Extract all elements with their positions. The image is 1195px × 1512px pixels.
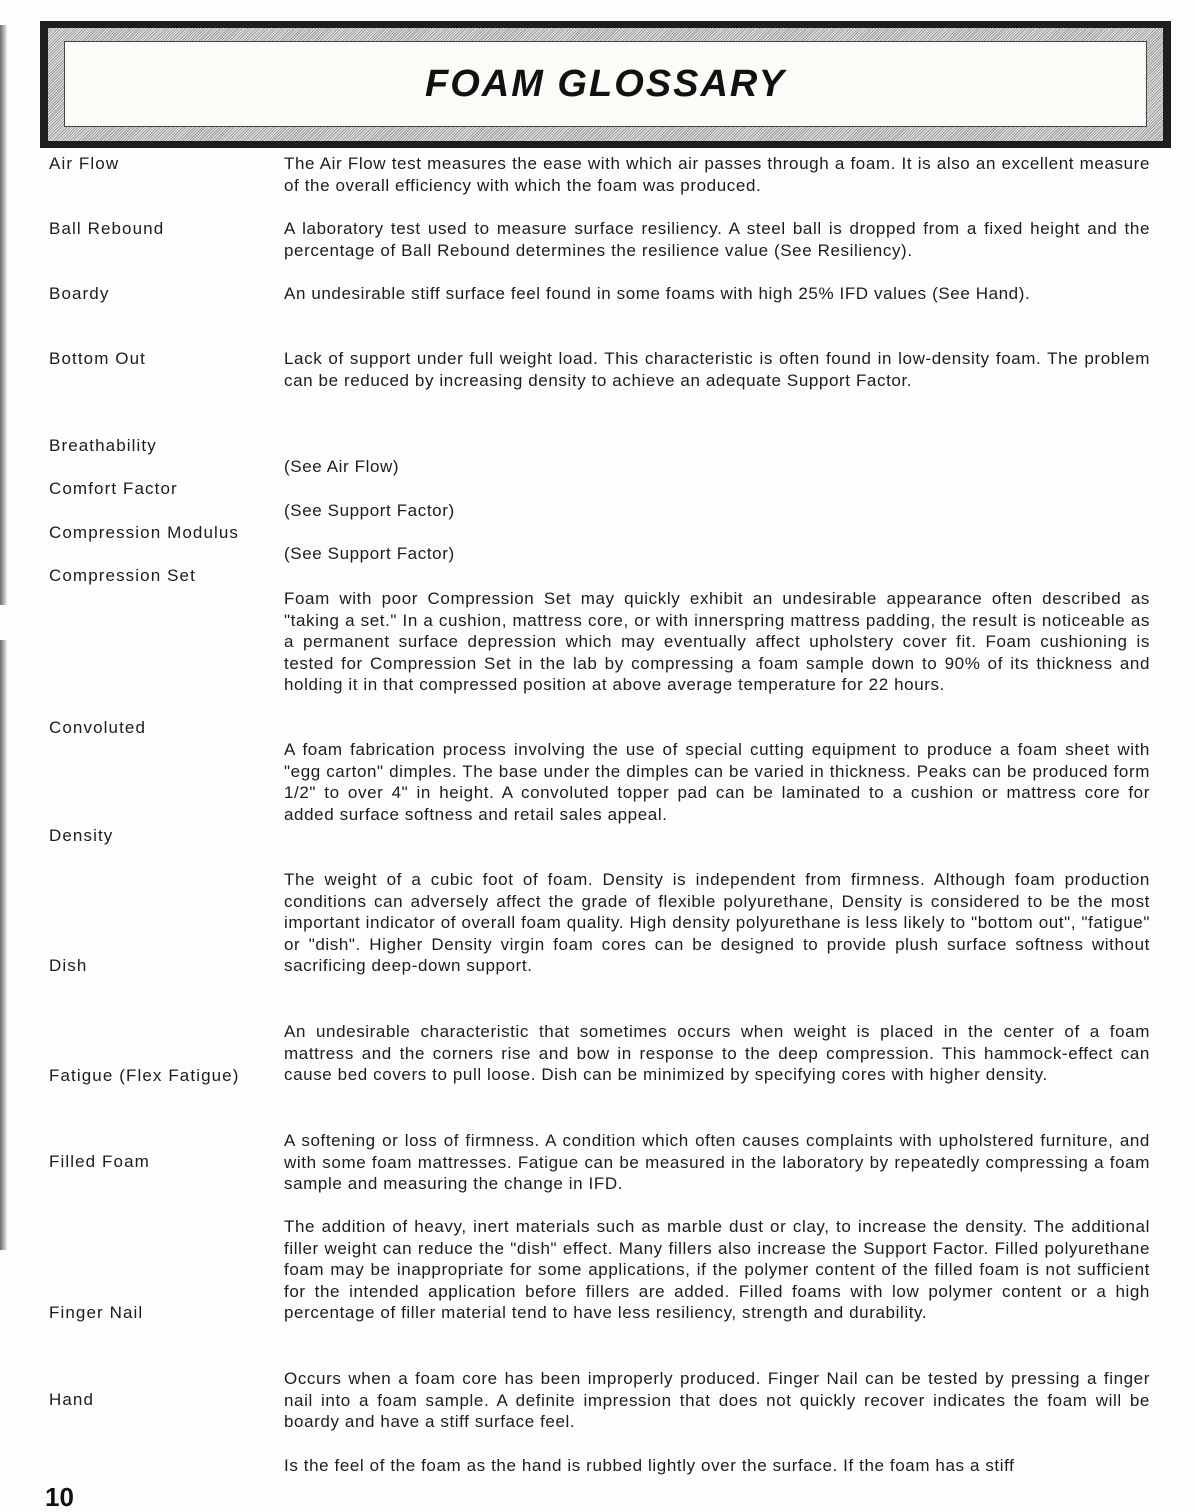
glossary-term: Hand: [49, 1390, 95, 1409]
glossary-term: Comfort Factor: [49, 479, 178, 498]
glossary-term: Finger Nail: [49, 1303, 144, 1322]
glossary-definition: The Air Flow test measures the ease with which air passes through a foam. It is also an excellent measure of the overall efficiency with which the foam was produced.: [284, 154, 1150, 195]
glossary-term: Compression Modulus: [49, 523, 240, 542]
glossary-term: Fatigue (Flex Fatigue): [49, 1066, 240, 1085]
glossary-definition: Foam with poor Compression Set may quickly exhibit an undesirable appearance often described as "taking a set." In a cushion, mattress core, or with innerspring mattress padding, the result is noticeable as a permanent surface depression which may eventually affect upholstery cover fit. Foam cushioning is tested for Compression Set in the lab by compressing a foam sample down to 90% of its thickness and holding it in that compressed position at above average temperature for 22 hours.: [284, 589, 1150, 695]
glossary-term: Air Flow: [49, 154, 120, 173]
glossary-term: Compression Set: [49, 566, 196, 585]
page-number: 10: [45, 1482, 74, 1512]
glossary-term: Convoluted: [49, 718, 147, 737]
scan-edge-top: [0, 25, 7, 605]
glossary-definition: Lack of support under full weight load. This characteristic is often found in low-density foam. The problem can be reduced by increasing density to achieve an adequate Support Factor.: [284, 349, 1150, 390]
glossary-definition: Is the feel of the foam as the hand is rubbed lightly over the surface. If the foam has a stiff: [284, 1456, 1015, 1475]
glossary-term: Breathability: [49, 436, 157, 455]
glossary-definition: An undesirable characteristic that sometimes occurs when weight is placed in the center of a foam mattress and the corners rise and bow in response to the deep compression. This hammock-effect can cause bed covers to pull loose. Dish can be minimized by specifying cores with higher density.: [284, 1022, 1150, 1085]
glossary-term: Density: [49, 826, 114, 845]
glossary-term: Boardy: [49, 284, 110, 303]
glossary-term: Filled Foam: [49, 1152, 150, 1171]
glossary-definition: The addition of heavy, inert materials such as marble dust or clay, to increase the density. The additional filler weight can reduce the "dish" effect. Many fillers also increase the Support Factor. Filled polyurethane foam may be inappropriate for some applications, if the polymer content of the filled foam is not sufficient for the intended application before fillers are added. Filled foams with low polymer content or a high percentage of filler material tend to have less resiliency, strength and durability.: [284, 1217, 1150, 1323]
glossary-definition: An undesirable stiff surface feel found in some foams with high 25% IFD values (See Hand).: [284, 284, 1031, 303]
glossary-term: Bottom Out: [49, 349, 146, 368]
banner-inner: [64, 41, 1147, 127]
glossary-definition: (See Air Flow): [284, 457, 400, 476]
glossary-definition: The weight of a cubic foot of foam. Density is independent from firmness. Although foam production conditions can adversely affect the grade of flexible polyurethane, Density is considered to be the most important indicator of overall foam quality. High density polyurethane is less likely to "bottom out", "fatigue" or "dish". Higher Density virgin foam cores can be designed to provide plush surface softness without sacrificing deep-down support.: [284, 870, 1150, 976]
glossary-definition: (See Support Factor): [284, 501, 455, 520]
glossary-definition: (See Support Factor): [284, 544, 455, 563]
glossary-definition: A foam fabrication process involving the use of special cutting equipment to produce a foam sheet with "egg carton" dimples. The base under the dimples can be varied in thickness. Peaks can be produced form 1/2" to over 4" in height. A convoluted topper pad can be laminated to a cushion or mattress core for added surface softness and retail sales appeal.: [284, 740, 1150, 824]
glossary-definition: A laboratory test used to measure surface resiliency. A steel ball is dropped from a fixed height and the percentage of Ball Rebound determines the resilience value (See Resiliency).: [284, 219, 1150, 260]
glossary-definition: A softening or loss of firmness. A condition which often causes complaints with upholstered furniture, and with some foam mattresses. Fatigue can be measured in the laboratory by repeatedly compressing a foam sample and measuring the change in IFD.: [284, 1131, 1150, 1194]
glossary-definition: Occurs when a foam core has been improperly produced. Finger Nail can be tested by pressing a finger nail into a foam sample. A definite impression that does not quickly recover indicates the foam will be boardy and have a stiff surface feel.: [284, 1369, 1150, 1432]
page-title: FOAM GLOSSARY: [425, 62, 786, 105]
glossary-term: Dish: [49, 956, 88, 975]
scan-edge-bottom: [0, 640, 7, 1250]
title-banner: [40, 21, 1171, 148]
glossary-term: Ball Rebound: [49, 219, 165, 238]
